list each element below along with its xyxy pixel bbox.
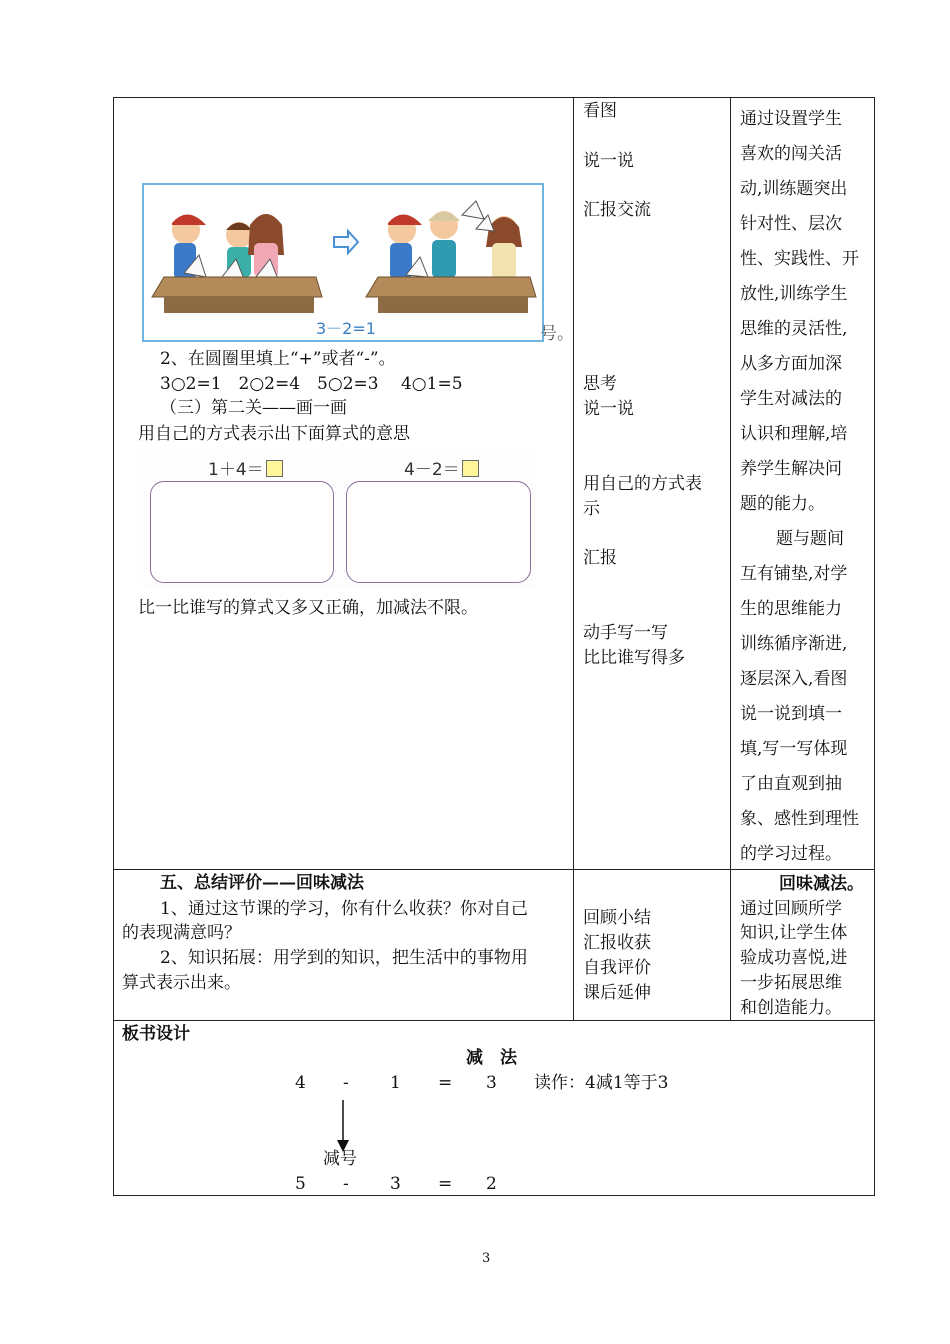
formula-a-text: 1＋4＝: [208, 460, 264, 480]
exercise-instruction: 2、在圆圈里填上“+”或者“-”。: [160, 349, 396, 369]
activity-express-cont: 示: [583, 499, 600, 519]
intent-line: 填,写一写体现: [740, 739, 848, 759]
arrow-right-icon: [334, 231, 358, 253]
board-heading: 减 法: [466, 1048, 517, 1068]
desk-icon: [152, 277, 322, 297]
formula-b: [404, 455, 479, 480]
answer-box-icon: [266, 460, 283, 477]
cap-icon: [172, 214, 206, 225]
column-divider-1: [573, 97, 574, 1020]
summary-activity: 汇报收获: [583, 933, 651, 953]
summary-intent-line: 一步拓展思维: [740, 973, 842, 993]
table-border-top: [113, 97, 875, 98]
page-number: 3: [482, 1251, 491, 1266]
summary-intent-line: 验成功喜悦,进: [740, 948, 848, 968]
intent-line: 训练循序渐进,: [740, 634, 848, 654]
eq1-minus: -: [343, 1073, 349, 1093]
table-border-left: [113, 97, 114, 1196]
formula-a: [208, 455, 283, 480]
summary-activity: 自我评价: [583, 958, 651, 978]
intent-line: 通过设置学生: [740, 109, 842, 129]
summary-question-2-cont: 算式表示出来。: [122, 973, 241, 993]
summary-activity: 课后延伸: [583, 983, 651, 1003]
row-divider-1: [113, 869, 875, 870]
intent-line: 题的能力。: [740, 494, 825, 514]
intent-line: 从多方面加深: [740, 354, 842, 374]
eq2-minuend: 5: [295, 1174, 306, 1194]
drawing-exercise-image: [142, 449, 536, 587]
level-two-instruction: 用自己的方式表示出下面算式的意思: [138, 424, 410, 444]
activity-report-2: 汇报: [583, 548, 617, 568]
column-divider-2: [730, 97, 731, 1020]
minus-sign-label: 减号: [323, 1149, 357, 1169]
intent-line: 放性,训练学生: [740, 284, 848, 304]
activity-write: 动手写一写: [583, 623, 668, 643]
summary-intent-title: 回味减法。: [779, 874, 864, 894]
eq1-minuend: 4: [295, 1073, 306, 1093]
drawing-box-a: [150, 481, 334, 583]
table-border-right: [874, 97, 875, 1196]
summary-activity: 回顾小结: [583, 908, 651, 928]
summary-intent-line: 通过回顾所学: [740, 899, 842, 919]
board-design-label: 板书设计: [122, 1024, 190, 1044]
intent-line: 针对性、层次: [740, 214, 842, 234]
intent-line: 性、实践性、开: [740, 249, 859, 269]
intent-line: 养学生解决问: [740, 459, 842, 479]
summary-intent-line: 知识,让学生体: [740, 923, 848, 943]
summary-question-2: 2、知识拓展：用学到的知识，把生活中的事物用: [160, 948, 528, 968]
intent-line: 喜欢的闯关活: [740, 144, 842, 164]
answer-box-icon: [462, 460, 479, 477]
cut-off-text-fragment: 号。: [540, 324, 574, 344]
intent-line: 认识和理解,培: [740, 424, 848, 444]
intent-line: 互有铺垫,对学: [740, 564, 848, 584]
eq1-reading: 读作：4减1等于3: [534, 1073, 669, 1093]
summary-question-1: 1、通过这节课的学习，你有什么收获？你对自己: [160, 899, 528, 919]
intent-line: 生的思维能力: [740, 599, 842, 619]
activity-express: 用自己的方式表: [583, 474, 702, 494]
compare-instruction: 比一比谁写的算式又多又正确，加减法不限。: [138, 598, 478, 618]
exercise-items: 3○2=1 2○2=4 5○2=3 4○1=5: [160, 374, 463, 394]
intent-line: 逐层深入,看图: [740, 669, 848, 689]
summary-question-1-cont: 的表现满意吗？: [122, 923, 241, 943]
activity-compare: 比比谁写得多: [583, 648, 685, 668]
eq2-equals: =: [438, 1174, 453, 1194]
summary-title: 五、总结评价——回味减法: [160, 873, 364, 893]
arrow-down-icon: [336, 1100, 350, 1152]
level-two-title: （三）第二关——画一画: [160, 398, 347, 418]
intent-line: 学生对减法的: [740, 389, 842, 409]
eq2-subtrahend: 3: [390, 1174, 401, 1194]
eq1-difference: 3: [486, 1073, 497, 1093]
eq1-equals: =: [438, 1073, 453, 1093]
intent-line: 说一说到填一: [740, 704, 842, 724]
intent-line: 了由直观到抽: [740, 774, 842, 794]
summary-intent-line: 和创造能力。: [740, 998, 842, 1018]
eq2-minus: -: [343, 1174, 349, 1194]
illustration-equation: 3－2=1: [316, 319, 376, 338]
eq2-difference: 2: [486, 1174, 497, 1194]
activity-report: 汇报交流: [583, 200, 651, 220]
eq1-subtrahend: 1: [390, 1073, 401, 1093]
intent-line: 思维的灵活性,: [740, 319, 848, 339]
intent-line: 象、感性到理性: [740, 809, 859, 829]
drawing-box-b: [346, 481, 531, 583]
activity-look: 看图: [583, 101, 617, 121]
story-illustration: [142, 183, 544, 342]
activity-say-2: 说一说: [583, 399, 634, 419]
formula-b-text: 4－2＝: [404, 460, 460, 480]
activity-think: 思考: [583, 374, 617, 394]
intent-line: 的学习过程。: [740, 844, 842, 864]
intent-line: 题与题间: [776, 529, 844, 549]
activity-say: 说一说: [583, 151, 634, 171]
intent-line: 动,训练题突出: [740, 179, 848, 199]
